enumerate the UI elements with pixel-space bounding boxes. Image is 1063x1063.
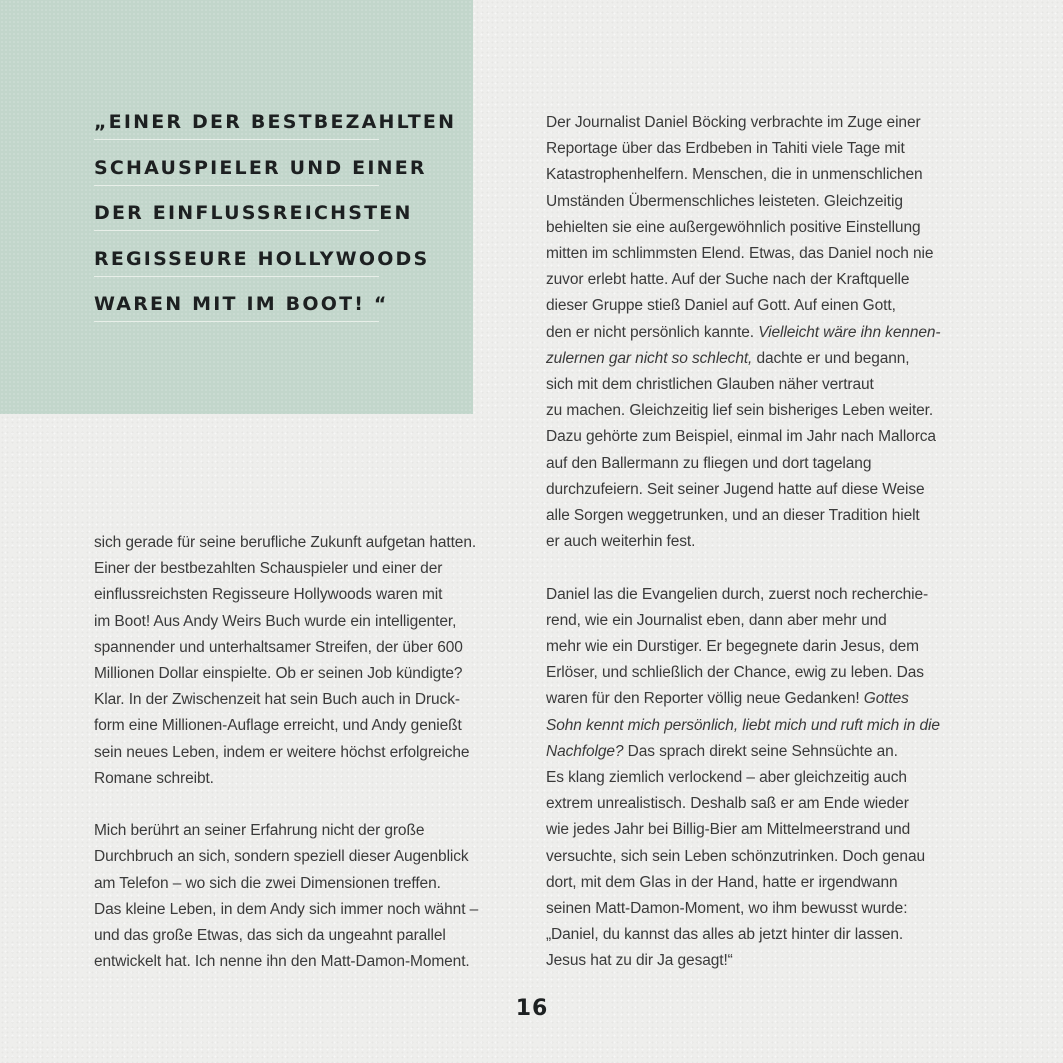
text-line: Jesus hat zu dir Ja gesagt!“ [546, 952, 733, 970]
text-line: sich gerade für seine berufliche Zukunft aufgetan hatten. [94, 534, 477, 551]
italic-thought: zulernen gar nicht so schlecht, [546, 349, 753, 367]
text-line: alle Sorgen weggetrunken, und an dieser Tradition hielt [546, 507, 920, 525]
paragraph [546, 110, 966, 555]
text-line: einflussreichsten Regisseure Hollywoods waren mit [94, 586, 443, 604]
text-line [546, 713, 966, 739]
text-line: und das große Etwas, das sich da ungeahnt parallel [94, 927, 446, 945]
text-line: Das kleine Leben, in dem Andy sich immer noch wähnt – [94, 900, 479, 918]
paragraph-gap [94, 792, 522, 818]
text-run: den er nicht persönlich kannte. [546, 323, 759, 341]
text-line: extrem unrealistisch. Deshalb saß er am Ende wieder [546, 795, 909, 813]
italic-thought: Nachfolge? [546, 742, 624, 760]
text-line: mehr wie ein Durstiger. Er begegnete darin Jesus, dem [546, 638, 919, 656]
text-line: Umständen Übermenschliches leisteten. Gleichzeitig [546, 192, 903, 210]
text-line: zuvor erlebt hatte. Auf der Suche nach der Kraftquelle [546, 271, 910, 289]
text-line: sich mit dem christlichen Glauben näher vertraut [546, 376, 874, 394]
text-line: Katastrophenhelfern. Menschen, die in unmenschlichen [546, 166, 923, 184]
text-line: Mich berührt an seiner Erfahrung nicht der große [94, 822, 425, 840]
text-line [546, 320, 966, 346]
text-line: im Boot! Aus Andy Weirs Buch wurde ein intelligenter, [94, 612, 457, 630]
pull-quote-line: WAREN MIT IM BOOT! “ [94, 285, 424, 331]
pull-quote-line: DER EINFLUSSREICHSTEN [94, 194, 424, 240]
pull-quote-line: „EINER DER BESTBEZAHLTEN [94, 103, 424, 149]
text-line [546, 739, 966, 765]
text-line: Erlöser, und schließlich der Chance, ewig zu leben. Das [546, 664, 924, 682]
text-line: zu machen. Gleichzeitig lief sein bisheriges Leben weiter. [546, 402, 934, 420]
text-line: mitten im schlimmsten Elend. Etwas, das Daniel noch nie [546, 245, 934, 263]
text-run: waren für den Reporter völlig neue Gedanken! [546, 690, 864, 708]
pull-quote [94, 103, 457, 331]
text-line: wie jedes Jahr bei Billig-Bier am Mittelmeerstrand und [546, 821, 911, 839]
text-line: Klar. In der Zwischenzeit hat sein Buch auch in Druck- [94, 691, 460, 709]
text-line: Romane schreibt. [94, 769, 214, 787]
italic-thought: Gottes [863, 690, 909, 708]
pull-quote-line: REGISSEURE HOLLYWOODS [94, 240, 424, 286]
left-text-column [94, 530, 522, 975]
text-line: rend, wie ein Journalist eben, dann aber mehr und [546, 611, 887, 629]
paragraph [94, 818, 522, 975]
paragraph-gap [546, 555, 966, 581]
text-line: Durchbruch an sich, sondern speziell dieser Augenblick [94, 848, 469, 866]
paragraph [546, 582, 966, 975]
text-line: behielten sie eine außergewöhnlich positive Einstellung [546, 218, 921, 236]
text-line: Einer der bestbezahlten Schauspieler und einer der [94, 560, 443, 578]
text-run: dachte er und begann, [752, 349, 910, 367]
paragraph [94, 530, 522, 792]
right-text-column [546, 110, 966, 975]
text-line: Millionen Dollar einspielte. Ob er seinen Job kündigte? [94, 665, 463, 683]
text-line: Reportage über das Erdbeben in Tahiti viele Tage mit [546, 140, 905, 158]
pull-quote-box [0, 0, 473, 414]
text-line: sein neues Leben, indem er weitere höchst erfolgreiche [94, 743, 470, 761]
text-line: Daniel las die Evangelien durch, zuerst noch recherchie- [546, 585, 929, 603]
text-line: form eine Millionen-Auflage erreicht, und Andy genießt [94, 717, 462, 735]
text-line: Der Journalist Daniel Böcking verbrachte im Zuge einer [546, 114, 921, 131]
italic-thought: Sohn kennt mich persönlich, liebt mich und ruft mich in die [546, 716, 940, 734]
text-line: dieser Gruppe stieß Daniel auf Gott. Auf einen Gott, [546, 297, 896, 315]
pull-quote-line: SCHAUSPIELER UND EINER [94, 149, 424, 195]
italic-thought: Vielleicht wäre ihn kennen- [758, 323, 941, 341]
text-line: versuchte, sich sein Leben schönzutrinken. Doch genau [546, 847, 925, 865]
text-line: spannender und unterhaltsamer Streifen, der über 600 [94, 638, 463, 656]
text-line: entwickelt hat. Ich nenne ihn den Matt-Damon-Moment. [94, 953, 470, 971]
text-line: Dazu gehörte zum Beispiel, einmal im Jahr nach Mallorca [546, 428, 936, 446]
text-line: durchzufeiern. Seit seiner Jugend hatte auf diese Weise [546, 480, 925, 498]
text-line: dort, mit dem Glas in der Hand, hatte er irgendwann [546, 873, 898, 891]
text-line: seinen Matt-Damon-Moment, wo ihm bewusst wurde: [546, 900, 908, 918]
page-number: 16 [515, 996, 549, 1021]
text-line: er auch weiterhin fest. [546, 533, 696, 551]
text-line: „Daniel, du kannst das alles ab jetzt hinter dir lassen. [546, 926, 904, 944]
text-run: Das sprach direkt seine Sehnsüchte an. [623, 742, 898, 760]
text-line [546, 346, 966, 372]
text-line: auf den Ballermann zu fliegen und dort tagelang [546, 454, 872, 472]
text-line: am Telefon – wo sich die zwei Dimensionen treffen. [94, 874, 441, 892]
text-line [546, 686, 966, 712]
text-line: Es klang ziemlich verlockend – aber gleichzeitig auch [546, 769, 907, 787]
